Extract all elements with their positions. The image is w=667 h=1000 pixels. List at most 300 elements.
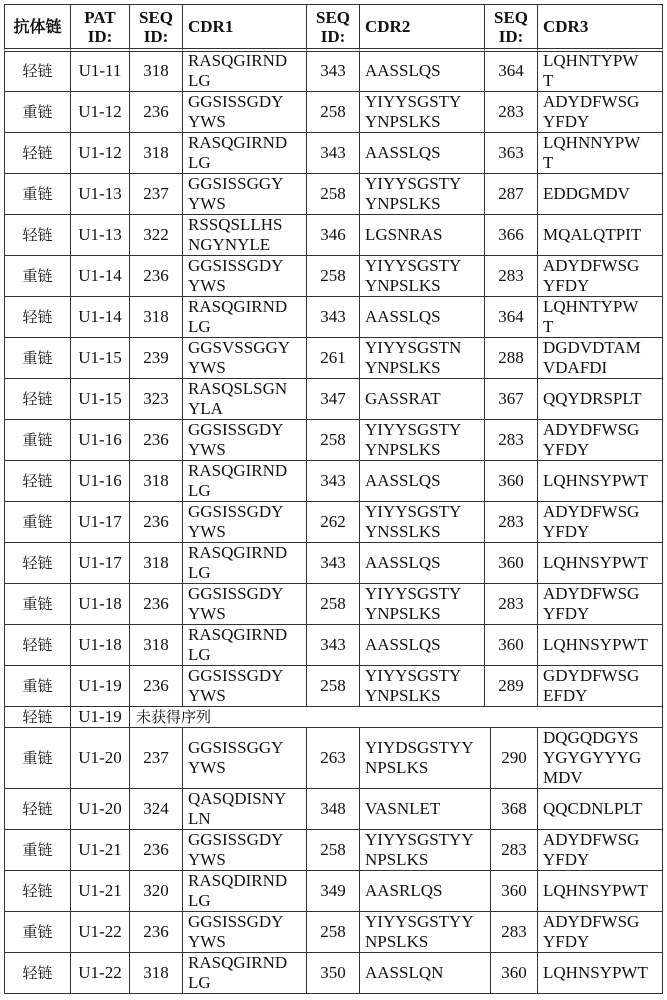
cell-seq-id-2: 349 [307, 871, 360, 912]
cell-cdr2-line: YNPSLKS [365, 112, 441, 132]
cell-cdr2 [360, 51, 485, 92]
cell-cdr3-line: MDV [543, 768, 583, 788]
cell-cdr3-line: T [543, 153, 553, 173]
cell-seq-id-1: 318 [130, 297, 183, 338]
cell-cdr3-line: QQCDNLPLT [543, 799, 643, 819]
cell-cdr1-line: YWS [188, 604, 226, 624]
cell-pat-id: U1-16 [71, 420, 130, 461]
table-row [4, 338, 663, 379]
cell-seq-id-2: 343 [307, 625, 360, 666]
cell-cdr3 [538, 51, 663, 92]
cell-chain: 轻链 [4, 707, 71, 728]
cell-seq-id-1: 318 [130, 133, 183, 174]
cell-cdr3 [538, 174, 663, 215]
table-row [4, 51, 663, 92]
cell-cdr3 [538, 830, 663, 871]
cell-chain: 轻链 [4, 953, 71, 994]
cell-cdr3-line: LQHNSYPWT [543, 553, 648, 573]
header-cdr1: CDR1 [183, 5, 307, 52]
table-row [4, 953, 663, 994]
cell-cdr1-line: LG [188, 973, 211, 993]
cell-cdr2-line: AASSLQS [365, 61, 441, 81]
cell-cdr1 [183, 297, 307, 338]
cell-cdr3-line: LQHNTYPW [543, 51, 638, 71]
cell-cdr1-line: GGSISSGDY [188, 666, 283, 686]
cell-cdr3-line: ADYDFWSG [543, 502, 639, 522]
cell-cdr1 [183, 789, 307, 830]
cell-seq-id-3: 364 [485, 51, 538, 92]
table-row [4, 728, 663, 789]
cell-cdr1-line: RASQSLSGN [188, 379, 287, 399]
cell-cdr1-line: RASQGIRND [188, 461, 287, 481]
cell-seq-id-3: 283 [485, 502, 538, 543]
header-seq-id-2-line2: ID: [321, 27, 346, 46]
header-seq-id-1 [130, 5, 183, 52]
cell-cdr2-line: AASSLQN [365, 963, 443, 983]
cell-cdr3 [538, 379, 663, 420]
cell-cdr3-line: ADYDFWSG [543, 912, 639, 932]
cell-pat-id: U1-13 [71, 174, 130, 215]
cell-seq-id-3: 368 [491, 789, 538, 830]
cell-cdr2 [360, 789, 491, 830]
cell-chain: 重链 [4, 584, 71, 625]
cell-seq-id-2: 258 [307, 92, 360, 133]
cell-cdr3-line: YFDY [543, 932, 589, 952]
cell-seq-id-3: 283 [491, 912, 538, 953]
cell-cdr1-line: YWS [188, 850, 226, 870]
cell-seq-id-3: 366 [485, 215, 538, 256]
cell-seq-id-1: 236 [130, 584, 183, 625]
cell-cdr2-line: YIYDSGSTYY [365, 738, 474, 758]
cell-chain: 轻链 [4, 379, 71, 420]
cell-pat-id: U1-17 [71, 543, 130, 584]
cell-seq-id-1: 237 [130, 174, 183, 215]
cell-cdr2 [360, 215, 485, 256]
cell-seq-id-2: 343 [307, 543, 360, 584]
cell-pat-id: U1-11 [71, 51, 130, 92]
cell-cdr1-line: GGSISSGGY [188, 738, 283, 758]
cell-cdr2 [360, 133, 485, 174]
cell-cdr3-line: ADYDFWSG [543, 420, 639, 440]
cell-cdr3 [538, 256, 663, 297]
cell-pat-id: U1-17 [71, 502, 130, 543]
cell-cdr3-line: LQHNSYPWT [543, 635, 648, 655]
cell-seq-id-3: 289 [485, 666, 538, 707]
cell-cdr3 [538, 543, 663, 584]
cell-cdr1-line: QASQDISNY [188, 789, 286, 809]
cell-seq-id-1: 318 [130, 953, 183, 994]
cell-seq-id-1: 239 [130, 338, 183, 379]
cell-seq-id-2: 258 [307, 912, 360, 953]
table-row [4, 133, 663, 174]
cell-cdr2 [360, 830, 491, 871]
cell-cdr2-line: YNPSLKS [365, 276, 441, 296]
cell-cdr2-line: YIYYSGSTYY [365, 912, 474, 932]
cell-cdr3 [538, 133, 663, 174]
cell-cdr1-line: GGSISSGDY [188, 420, 283, 440]
cell-cdr3-line: YGYGYYYG [543, 748, 641, 768]
cell-cdr1-line: LG [188, 645, 211, 665]
cell-cdr2-line: YNSSLKS [365, 522, 441, 542]
cell-cdr1-line: YWS [188, 440, 226, 460]
cell-seq-id-2: 258 [307, 174, 360, 215]
cell-cdr2-line: YNPSLKS [365, 358, 441, 378]
cell-chain: 重链 [4, 174, 71, 215]
cell-cdr1-line: LG [188, 563, 211, 583]
cell-cdr3-line: ADYDFWSG [543, 584, 639, 604]
cell-seq-id-3: 290 [491, 728, 538, 789]
cell-cdr1 [183, 502, 307, 543]
cell-cdr2-line: GASSRAT [365, 389, 441, 409]
cell-cdr1-line: RASQGIRND [188, 953, 287, 973]
cell-cdr1-line: GGSISSGDY [188, 830, 283, 850]
header-cdr2: CDR2 [360, 5, 485, 52]
cell-chain: 轻链 [4, 543, 71, 584]
table-row [4, 871, 663, 912]
cell-seq-id-3: 360 [491, 871, 538, 912]
cell-cdr2-line: YIYYSGSTY [365, 174, 461, 194]
cell-seq-id-1: 236 [130, 502, 183, 543]
cell-chain: 轻链 [4, 297, 71, 338]
cell-cdr1-line: GGSISSGDY [188, 912, 283, 932]
cell-cdr2-line: YIYYSGSTY [365, 256, 461, 276]
cell-cdr3-line: LQHNNYPW [543, 133, 640, 153]
cell-chain: 重链 [4, 256, 71, 297]
cell-cdr2 [360, 625, 485, 666]
cell-cdr1-line: YWS [188, 932, 226, 952]
cell-cdr2 [360, 502, 485, 543]
cell-cdr2 [360, 297, 485, 338]
cell-pat-id: U1-20 [71, 789, 130, 830]
cell-pat-id: U1-14 [71, 297, 130, 338]
cell-pat-id: U1-21 [71, 871, 130, 912]
cell-cdr2 [360, 871, 491, 912]
cell-seq-id-2: 343 [307, 51, 360, 92]
cell-seq-id-1: 324 [130, 789, 183, 830]
cell-cdr1 [183, 420, 307, 461]
cell-pat-id: U1-15 [71, 338, 130, 379]
table-row [4, 256, 663, 297]
cell-cdr2 [360, 256, 485, 297]
cell-seq-id-1: 237 [130, 728, 183, 789]
cell-cdr2-line: AASSLQS [365, 307, 441, 327]
cell-cdr1 [183, 256, 307, 297]
cell-chain: 轻链 [4, 51, 71, 92]
cell-cdr2-line: AASSLQS [365, 143, 441, 163]
cell-cdr2-line: AASSLQS [365, 635, 441, 655]
cell-cdr2 [360, 912, 491, 953]
cell-cdr1-line: YWS [188, 758, 226, 778]
cell-cdr3 [538, 215, 663, 256]
cell-cdr3-line: YFDY [543, 522, 589, 542]
cell-cdr1-line: LG [188, 891, 211, 911]
table-row [4, 92, 663, 133]
cell-seq-id-3: 367 [485, 379, 538, 420]
table-row [4, 625, 663, 666]
cell-seq-id-2: 347 [307, 379, 360, 420]
cell-cdr3 [538, 789, 663, 830]
cell-seq-id-1: 318 [130, 543, 183, 584]
cell-cdr3 [538, 92, 663, 133]
table-row [4, 666, 663, 707]
cell-seq-id-1: 318 [130, 461, 183, 502]
cell-seq-id-3: 283 [485, 584, 538, 625]
cell-pat-id: U1-18 [71, 584, 130, 625]
cell-seq-id-1: 318 [130, 51, 183, 92]
cell-cdr2-line: YIYYSGSTY [365, 92, 461, 112]
header-seq-id-3-line2: ID: [499, 27, 524, 46]
cell-cdr1-line: RASQGIRND [188, 133, 287, 153]
cell-cdr2-line: YIYYSGSTY [365, 502, 461, 522]
header-seq-id-3-line1: SEQ [494, 8, 528, 27]
cell-pat-id: U1-16 [71, 461, 130, 502]
cell-chain: 轻链 [4, 625, 71, 666]
table-row [4, 584, 663, 625]
table-row [4, 912, 663, 953]
cell-cdr2-line: VASNLET [365, 799, 440, 819]
cell-cdr3-line: ADYDFWSG [543, 830, 639, 850]
cell-seq-id-3: 283 [491, 830, 538, 871]
cell-pat-id: U1-13 [71, 215, 130, 256]
cell-seq-id-3: 288 [485, 338, 538, 379]
table-row [4, 420, 663, 461]
table-row [4, 789, 663, 830]
cell-pat-id: U1-19 [71, 707, 130, 728]
table-row [4, 543, 663, 584]
cell-cdr1 [183, 625, 307, 666]
cell-cdr3-line: T [543, 317, 553, 337]
cell-cdr1-line: RASQGIRND [188, 625, 287, 645]
cell-cdr2 [360, 174, 485, 215]
cell-cdr2-line: YNPSLKS [365, 194, 441, 214]
cell-cdr2-line: NPSLKS [365, 758, 428, 778]
cell-chain: 重链 [4, 502, 71, 543]
cell-cdr3-line: GDYDFWSG [543, 666, 639, 686]
cell-cdr1 [183, 871, 307, 912]
cell-cdr1 [183, 830, 307, 871]
cell-seq-id-2: 258 [307, 256, 360, 297]
cell-chain: 重链 [4, 420, 71, 461]
cell-seq-id-1: 318 [130, 625, 183, 666]
cell-cdr1-line: LG [188, 317, 211, 337]
cell-cdr1 [183, 133, 307, 174]
cell-chain: 重链 [4, 338, 71, 379]
cell-pat-id: U1-12 [71, 133, 130, 174]
cell-seq-id-3: 283 [485, 420, 538, 461]
cell-cdr1 [183, 92, 307, 133]
cell-note: 未获得序列 [130, 707, 663, 728]
cell-seq-id-2: 258 [307, 830, 360, 871]
cell-cdr3 [538, 871, 663, 912]
cell-cdr1-line: RSSQSLLHS [188, 215, 282, 235]
cell-chain: 重链 [4, 830, 71, 871]
cell-cdr1 [183, 338, 307, 379]
cell-cdr2 [360, 461, 485, 502]
cell-seq-id-1: 236 [130, 420, 183, 461]
cell-cdr3-line: DQGQDGYS [543, 728, 638, 748]
cell-cdr2 [360, 420, 485, 461]
cell-seq-id-1: 236 [130, 92, 183, 133]
cell-cdr2 [360, 379, 485, 420]
cell-cdr1-line: RASQDIRND [188, 871, 287, 891]
cell-cdr1-line: GGSISSGDY [188, 92, 283, 112]
cell-cdr1 [183, 379, 307, 420]
table-row [4, 502, 663, 543]
cell-cdr1-line: YWS [188, 112, 226, 132]
cell-seq-id-3: 360 [485, 543, 538, 584]
cell-cdr1 [183, 51, 307, 92]
table-row [4, 830, 663, 871]
cell-cdr2-line: AASRLQS [365, 881, 442, 901]
cell-cdr3-line: MQALQTPIT [543, 225, 641, 245]
cell-cdr2-line: AASSLQS [365, 471, 441, 491]
cell-seq-id-2: 348 [307, 789, 360, 830]
cell-cdr2 [360, 543, 485, 584]
cell-pat-id: U1-20 [71, 728, 130, 789]
cell-pat-id: U1-15 [71, 379, 130, 420]
cell-chain: 轻链 [4, 215, 71, 256]
cell-cdr1-line: GGSISSGDY [188, 502, 283, 522]
cell-pat-id: U1-18 [71, 625, 130, 666]
header-seq-id-2 [307, 5, 360, 52]
table-row [4, 297, 663, 338]
table-row [4, 461, 663, 502]
cell-seq-id-3: 364 [485, 297, 538, 338]
cell-seq-id-2: 258 [307, 420, 360, 461]
cell-seq-id-1: 236 [130, 256, 183, 297]
cell-cdr1 [183, 953, 307, 994]
cell-chain: 重链 [4, 912, 71, 953]
cell-pat-id: U1-22 [71, 953, 130, 994]
cell-cdr1 [183, 215, 307, 256]
cell-seq-id-3: 360 [485, 625, 538, 666]
table-header-row [4, 4, 663, 52]
cell-cdr3-line: LQHNTYPW [543, 297, 638, 317]
cell-cdr2-line: LGSNRAS [365, 225, 442, 245]
cell-cdr3-line: YFDY [543, 440, 589, 460]
cell-cdr1-line: YWS [188, 686, 226, 706]
cell-cdr2-line: YIYYSGSTY [365, 420, 461, 440]
cell-cdr2-line: YIYYSGSTN [365, 338, 461, 358]
cell-cdr1-line: GGSISSGDY [188, 584, 283, 604]
cell-seq-id-1: 320 [130, 871, 183, 912]
cell-cdr1-line: NGYNYLE [188, 235, 270, 255]
cell-cdr3 [538, 584, 663, 625]
cell-cdr3-line: T [543, 71, 553, 91]
cell-cdr3 [538, 297, 663, 338]
cell-cdr2 [360, 92, 485, 133]
table-row [4, 379, 663, 420]
cell-cdr1-line: GGSISSGDY [188, 256, 283, 276]
cell-seq-id-3: 360 [485, 461, 538, 502]
cell-seq-id-3: 363 [485, 133, 538, 174]
cell-cdr1-line: YWS [188, 276, 226, 296]
cell-pat-id: U1-19 [71, 666, 130, 707]
cell-seq-id-3: 283 [485, 92, 538, 133]
header-pat-id [71, 5, 130, 52]
cell-chain: 轻链 [4, 871, 71, 912]
cell-seq-id-2: 343 [307, 461, 360, 502]
cell-cdr1-line: YWS [188, 358, 226, 378]
cell-cdr1-line: LG [188, 71, 211, 91]
cell-seq-id-1: 236 [130, 666, 183, 707]
cell-seq-id-2: 258 [307, 666, 360, 707]
cell-cdr3-line: ADYDFWSG [543, 92, 639, 112]
header-cdr3: CDR3 [538, 5, 663, 52]
cell-seq-id-3: 283 [485, 256, 538, 297]
cell-seq-id-1: 323 [130, 379, 183, 420]
cell-cdr1-line: YLA [188, 399, 223, 419]
cell-cdr3 [538, 338, 663, 379]
cell-chain: 重链 [4, 728, 71, 789]
cell-cdr3-line: LQHNSYPWT [543, 963, 648, 983]
cell-cdr2 [360, 953, 491, 994]
cell-seq-id-1: 236 [130, 912, 183, 953]
cell-pat-id: U1-12 [71, 92, 130, 133]
cell-cdr1 [183, 912, 307, 953]
cell-cdr2-line: AASSLQS [365, 553, 441, 573]
cell-cdr1-line: LG [188, 153, 211, 173]
cell-pat-id: U1-14 [71, 256, 130, 297]
header-seq-id-3 [485, 5, 538, 52]
cell-chain: 轻链 [4, 461, 71, 502]
cell-cdr1 [183, 543, 307, 584]
cell-cdr2-line: NPSLKS [365, 932, 428, 952]
cell-cdr1-line: YWS [188, 194, 226, 214]
cell-cdr1 [183, 584, 307, 625]
cell-cdr2-line: NPSLKS [365, 850, 428, 870]
cell-cdr1-line: LN [188, 809, 211, 829]
cell-cdr3-line: YFDY [543, 112, 589, 132]
cell-cdr2-line: YNPSLKS [365, 686, 441, 706]
cell-cdr3-line: YFDY [543, 850, 589, 870]
cell-cdr3-line: LQHNSYPWT [543, 881, 648, 901]
cell-cdr2-line: YIYYSGSTYY [365, 830, 474, 850]
cell-seq-id-2: 261 [307, 338, 360, 379]
cell-chain: 重链 [4, 666, 71, 707]
cell-cdr3-line: ADYDFWSG [543, 256, 639, 276]
cell-cdr1 [183, 728, 307, 789]
cell-cdr3 [538, 728, 663, 789]
cell-cdr3-line: YFDY [543, 604, 589, 624]
table-row [4, 174, 663, 215]
cell-cdr1-line: LG [188, 481, 211, 501]
cell-seq-id-2: 350 [307, 953, 360, 994]
cell-cdr3-line: YFDY [543, 276, 589, 296]
cell-cdr1 [183, 461, 307, 502]
cell-cdr3 [538, 625, 663, 666]
cell-cdr3-line: VDAFDI [543, 358, 607, 378]
cell-seq-id-2: 343 [307, 133, 360, 174]
table-row [4, 215, 663, 256]
cell-seq-id-3: 287 [485, 174, 538, 215]
cell-cdr1-line: RASQGIRND [188, 543, 287, 563]
cell-cdr3 [538, 461, 663, 502]
cell-cdr3 [538, 912, 663, 953]
cell-seq-id-2: 343 [307, 297, 360, 338]
cell-cdr1 [183, 174, 307, 215]
cell-seq-id-2: 346 [307, 215, 360, 256]
cell-cdr3 [538, 502, 663, 543]
cell-chain: 轻链 [4, 789, 71, 830]
header-pat-id-line1: PAT [84, 8, 115, 27]
cell-pat-id: U1-21 [71, 830, 130, 871]
table-row [4, 707, 663, 728]
cell-seq-id-2: 258 [307, 584, 360, 625]
cell-chain: 重链 [4, 92, 71, 133]
cell-cdr3 [538, 420, 663, 461]
header-seq-id-1-line2: ID: [144, 27, 169, 46]
